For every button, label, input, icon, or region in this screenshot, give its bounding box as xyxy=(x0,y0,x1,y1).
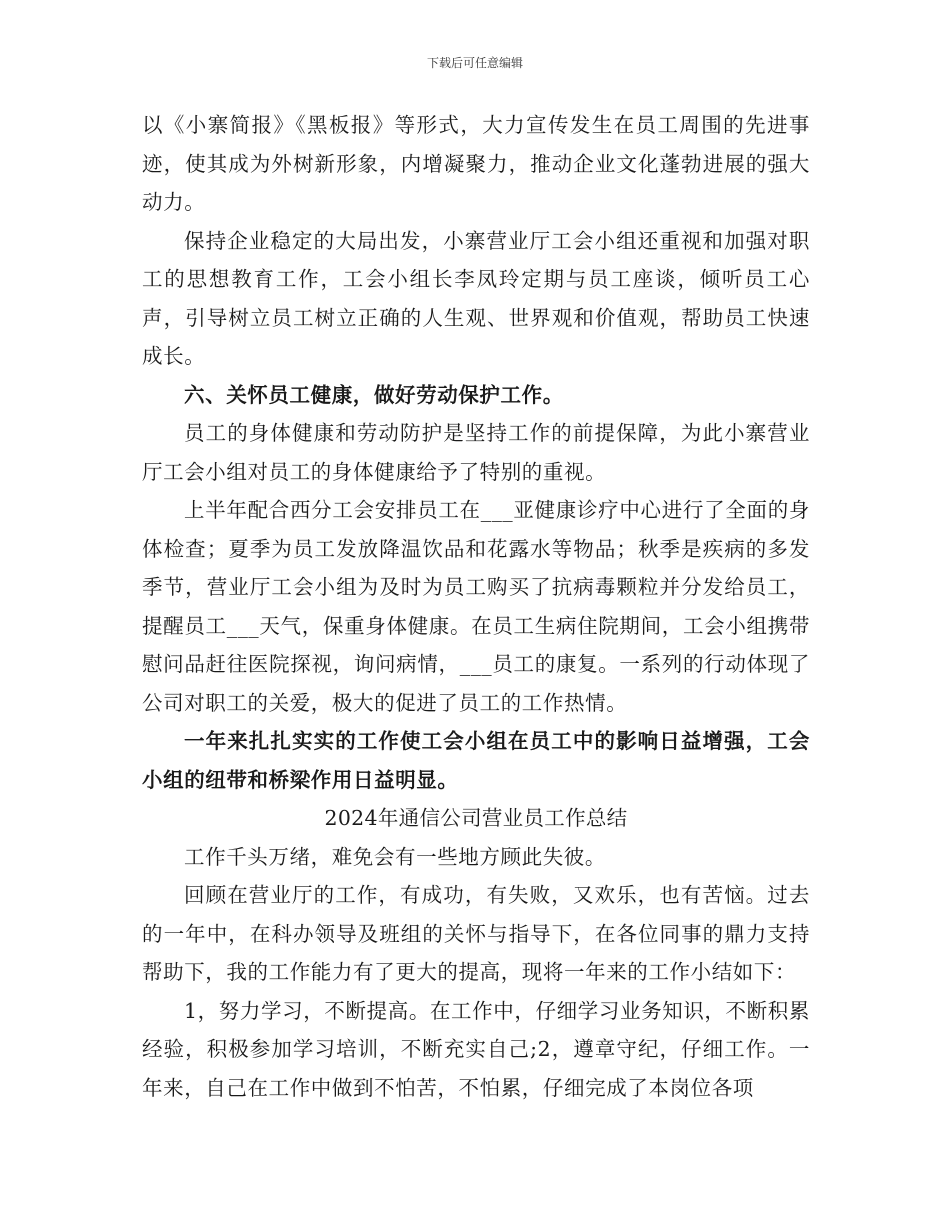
paragraph-health-importance: 员工的身体健康和劳动防护是坚持工作的前提保障，为此小寨营业厅工会小组对员工的身体健康给予了特别的重视。 xyxy=(142,421,810,484)
paragraph-ideology-education: 保持企业稳定的大局出发，小寨营业厅工会小组还重视和加强对职工的思想教育工作，工会小组长李凤玲定期与员工座谈，倾听员工心声，引导树立员工树立正确的人生观、世界观和价值观，帮助员工快速成长。 xyxy=(142,228,810,368)
paragraph-promotion: 以《小寨简报》《黑板报》等形式，大力宣传发生在员工周围的先进事迹，使其成为外树新形象，内增凝聚力，推动企业文化蓬勃进展的强大动力。 xyxy=(142,113,810,214)
document-body xyxy=(142,106,810,1107)
paragraph-intro: 工作千头万绪，难免会有一些地方顾此失彼。 xyxy=(184,844,606,869)
paragraph-review: 回顾在营业厅的工作，有成功，有失败，又欢乐，也有苦恼。过去的一年中，在科办领导及班组的关怀与指导下，在各位同事的鼎力支持帮助下，我的工作能力有了更大的提高，现将一年来的工作小结如下： xyxy=(142,883,810,984)
section-heading-six: 六、关怀员工健康，做好劳动保护工作。 xyxy=(184,382,564,407)
paragraph-summary-items: 1，努力学习，不断提高。在工作中，仔细学习业务知识，不断积累经验，积极参加学习培训，不断充实自己;2，遵章守纪，仔细工作。一年来，自己在工作中做到不怕苦，不怕累，仔细完成了本岗位各项 xyxy=(142,998,810,1100)
paragraph-conclusion-bold: 一年来扎扎实实的工作使工会小组在员工中的影响日益增强，工会小组的纽带和桥梁作用日益明显。 xyxy=(142,729,810,792)
document-title: 2024年通信公司营业员工作总结 xyxy=(324,806,628,830)
paragraph-health-activities: 上半年配合西分工会安排员工在___亚健康诊疗中心进行了全面的身体检查；夏季为员工发放降温饮品和花露水等物品；秋季是疾病的多发季节，营业厅工会小组为及时为员工购买了抗病毒颗粒并分发给员工，提醒员工___天气，保重身体健康。在员工生病住院期间，工会小组携带慰问品赶往医院探视，询问病情，___员工的康复。一系列的行动体现了公司对职工的关爱，极大的促进了员工的工作热情。 xyxy=(142,498,810,715)
page-header-note: 下载后可任意编辑 xyxy=(426,56,523,70)
